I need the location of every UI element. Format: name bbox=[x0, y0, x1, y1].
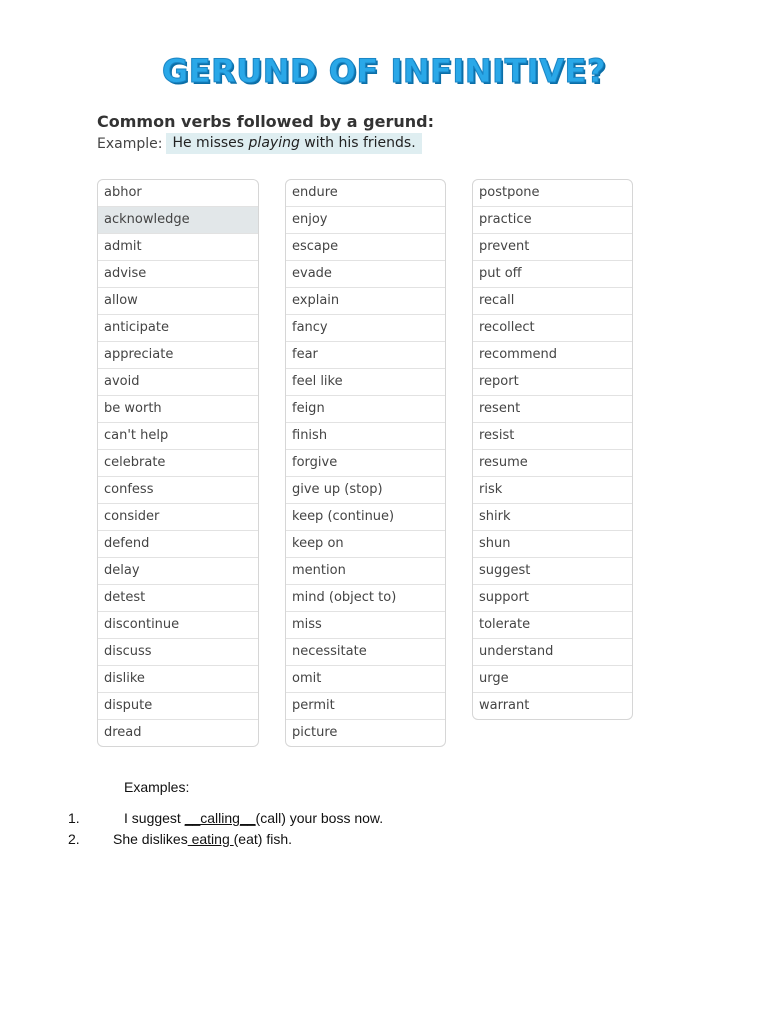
verb-list-item: understand bbox=[473, 639, 632, 666]
verb-list-item: report bbox=[473, 369, 632, 396]
verb-list-item: endure bbox=[286, 180, 445, 207]
example-number: 1. bbox=[68, 810, 80, 826]
verb-list-item: picture bbox=[292, 725, 338, 740]
example-after: (eat) fish. bbox=[233, 831, 292, 847]
verb-column-1 bbox=[97, 179, 259, 747]
verb-column-3 bbox=[472, 179, 633, 720]
example-highlight-box bbox=[166, 133, 421, 154]
verb-list-item: enjoy bbox=[286, 207, 445, 234]
verb-list-item: be worth bbox=[98, 396, 258, 423]
verb-list-item: shirk bbox=[473, 504, 632, 531]
verb-list-item: acknowledge bbox=[98, 207, 258, 234]
section-heading: Common verbs followed by a gerund: bbox=[97, 112, 434, 131]
verb-list-item: urge bbox=[473, 666, 632, 693]
example-before: I suggest bbox=[124, 810, 185, 826]
verb-list-item: feel like bbox=[286, 369, 445, 396]
verb-list-item: resist bbox=[473, 423, 632, 450]
example-text-after: with his friends. bbox=[299, 135, 416, 151]
verb-list-item: suggest bbox=[473, 558, 632, 585]
verb-list-item: confess bbox=[98, 477, 258, 504]
verb-list-item: dread bbox=[104, 725, 142, 740]
verb-list-item: recall bbox=[473, 288, 632, 315]
verb-list-item: mind (object to) bbox=[286, 585, 445, 612]
verb-list-item: appreciate bbox=[98, 342, 258, 369]
example-answer: eating bbox=[187, 831, 234, 847]
verb-list-item: discontinue bbox=[98, 612, 258, 639]
example-sentence bbox=[97, 133, 422, 154]
verb-list-item: prevent bbox=[473, 234, 632, 261]
verb-list-item: resume bbox=[473, 450, 632, 477]
verb-list-item: forgive bbox=[286, 450, 445, 477]
verb-list-item: resent bbox=[473, 396, 632, 423]
verb-list-item: risk bbox=[473, 477, 632, 504]
verb-list-item: necessitate bbox=[286, 639, 445, 666]
verb-list-item: support bbox=[473, 585, 632, 612]
example-label: Example: bbox=[97, 135, 163, 152]
verb-list-item: evade bbox=[286, 261, 445, 288]
verb-list-item: avoid bbox=[98, 369, 258, 396]
verb-list-item: discuss bbox=[98, 639, 258, 666]
verb-list-item: finish bbox=[286, 423, 445, 450]
verb-list-item: admit bbox=[98, 234, 258, 261]
verb-list-item: recommend bbox=[473, 342, 632, 369]
verb-list-item: feign bbox=[286, 396, 445, 423]
verb-list-item: omit bbox=[286, 666, 445, 693]
examples-title: Examples: bbox=[124, 779, 190, 795]
verb-list-item: fear bbox=[286, 342, 445, 369]
verb-list-item: escape bbox=[286, 234, 445, 261]
verb-list-item: abhor bbox=[98, 180, 258, 207]
verb-list-item: practice bbox=[473, 207, 632, 234]
verb-list-item: anticipate bbox=[98, 315, 258, 342]
verb-column-2 bbox=[285, 179, 446, 747]
verb-list-item: postpone bbox=[473, 180, 632, 207]
example-text-before: He misses bbox=[172, 135, 249, 151]
verb-list-item: advise bbox=[98, 261, 258, 288]
verb-list-item: miss bbox=[286, 612, 445, 639]
page-title: GERUND OF INFINITIVE? bbox=[162, 52, 606, 90]
verb-list-item: can't help bbox=[98, 423, 258, 450]
verb-list-item: tolerate bbox=[473, 612, 632, 639]
verb-list-item: dislike bbox=[98, 666, 258, 693]
verb-list-item: shun bbox=[473, 531, 632, 558]
verb-list-item: give up (stop) bbox=[286, 477, 445, 504]
verb-list-item: allow bbox=[98, 288, 258, 315]
example-answer: __calling__ bbox=[184, 810, 256, 826]
verb-list-item: explain bbox=[286, 288, 445, 315]
verb-list-item: fancy bbox=[286, 315, 445, 342]
example-before: She dislikes bbox=[113, 831, 188, 847]
example-emphasis: playing bbox=[248, 135, 300, 151]
example-after: (call) your boss now. bbox=[255, 810, 384, 826]
verb-list-item: consider bbox=[98, 504, 258, 531]
verb-list-item: celebrate bbox=[98, 450, 258, 477]
example-number: 2. bbox=[68, 831, 80, 847]
verb-list-item: permit bbox=[286, 693, 445, 720]
verb-list-item: keep (continue) bbox=[286, 504, 445, 531]
verb-list-item: recollect bbox=[473, 315, 632, 342]
verb-list-item: detest bbox=[98, 585, 258, 612]
verb-list-item: defend bbox=[98, 531, 258, 558]
verb-list-item: warrant bbox=[479, 698, 530, 713]
verb-list-item: mention bbox=[286, 558, 445, 585]
verb-list-item: keep on bbox=[286, 531, 445, 558]
verb-list-item: dispute bbox=[98, 693, 258, 720]
verb-list-item: put off bbox=[473, 261, 632, 288]
verb-list-item: delay bbox=[98, 558, 258, 585]
